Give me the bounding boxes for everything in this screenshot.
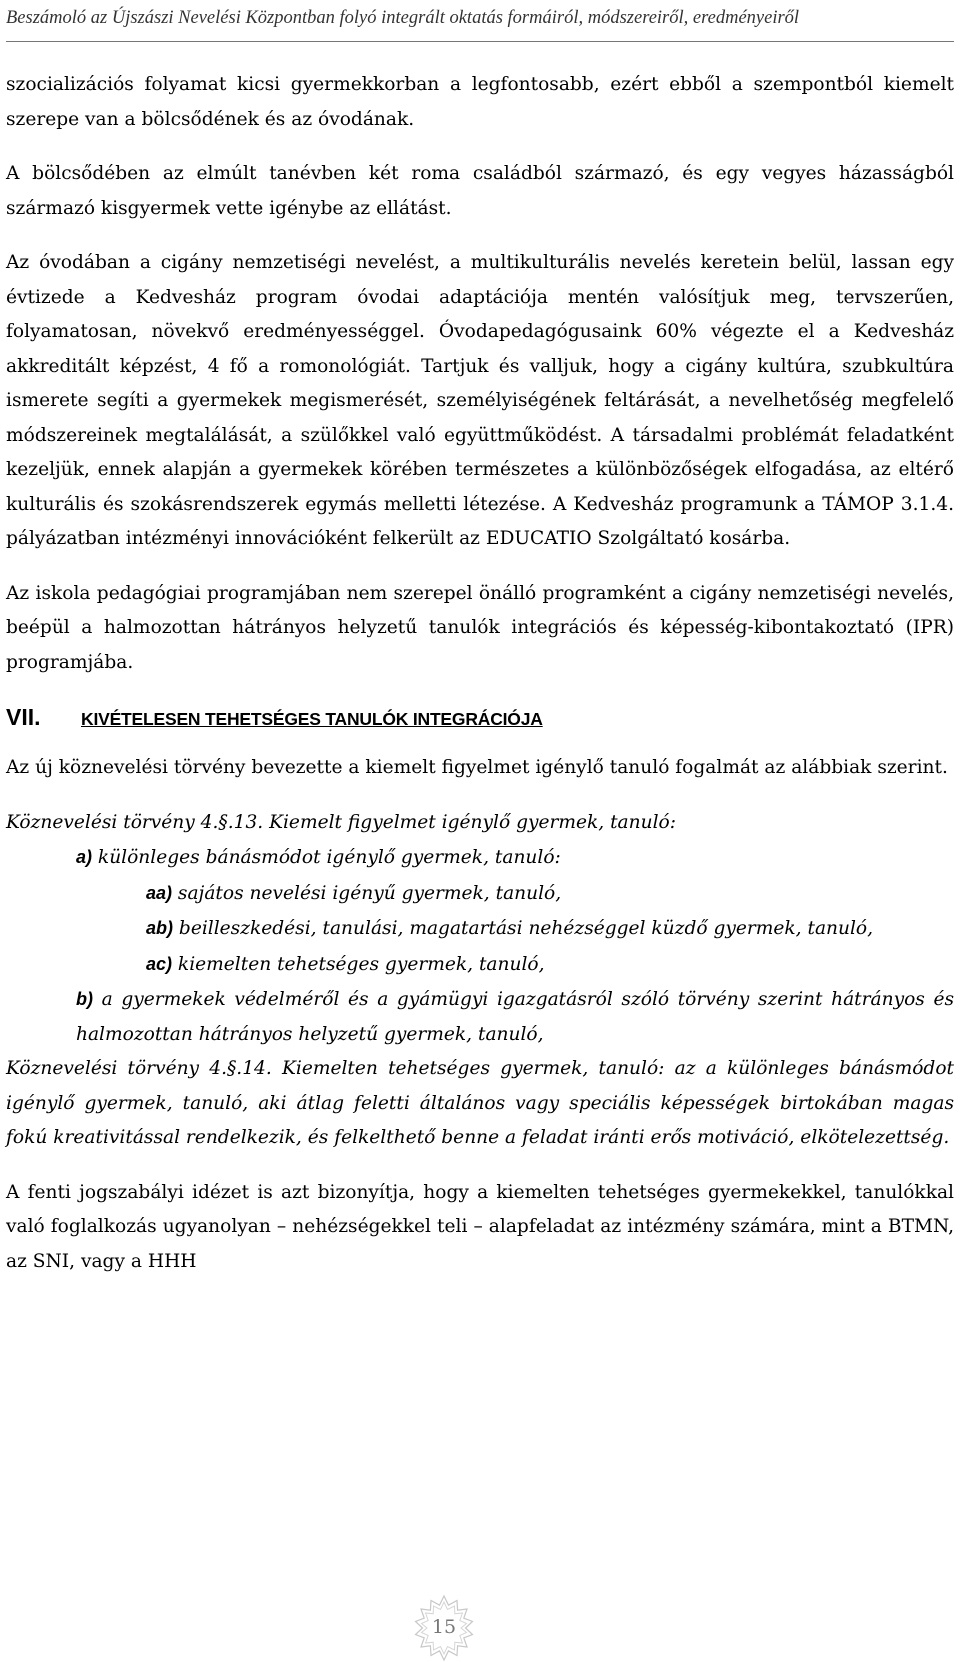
- section-title: KIVÉTELESEN TEHETSÉGES TANULÓK INTEGRÁCIÓJA: [81, 709, 543, 729]
- law-text-ab: beilleszkedési, tanulási, magatartási nehézséggel küzdő gyermek, tanuló,: [173, 918, 874, 939]
- paragraph-4: Az iskola pedagógiai programjában nem szerepel önálló programként a cigány nemzetiségi nevelés, beépül a halmozottan hátrányos helyzetű tanulók integrációs és képesség-kibontakoztató (IPR) programjába.: [6, 582, 954, 673]
- header-title: Beszámoló az Újszászi Nevelési Központban folyó integrált oktatás formáiról, módszereiről, eredményeiről: [6, 8, 800, 28]
- law-text-ac: kiemelten tehetséges gyermek, tanuló,: [172, 953, 545, 975]
- law-label-ab: ab): [146, 918, 173, 938]
- law-item-b: [6, 982, 954, 1052]
- law-label-ac: ac): [146, 953, 173, 974]
- law-label-a: a): [76, 847, 93, 867]
- law-text-b: a gyermekek védelméről és a gyámügyi igazgatásról szóló törvény szerint hátrányos és halmozottan hátrányos helyzetű gyermek, tanuló,: [76, 989, 954, 1045]
- running-header: [6, 4, 954, 42]
- paragraph-6: A fenti jogszabályi idézet is azt bizonyítja, hogy a kiemelten tehetséges gyermekekkel, tanulókkal való foglalkozás ugyanolyan – nehézségekkel teli – alapfeladat az intézmény számára, mint a BTMN, az SNI, vagy a HHH: [6, 1181, 954, 1272]
- paragraph-2: A bölcsődében az elmúlt tanévben két roma családból származó, és egy vegyes házasságból származó kisgyermek vette igénybe az ellátást.: [6, 163, 954, 219]
- page-body: [6, 68, 954, 1279]
- law-text-a: különleges bánásmódot igénylő gyermek, tanuló:: [92, 847, 561, 868]
- law-item-a: [6, 840, 954, 876]
- law-item-aa: [6, 876, 954, 912]
- paragraph-1: szocializációs folyamat kicsi gyermekkorban a legfontosabb, ezért ebből a szempontból kiemelt szerepe van a bölcsődének és az óvodának.: [6, 74, 954, 130]
- law-item-ac: [6, 947, 954, 983]
- law-item-ab: [6, 911, 954, 947]
- law-quote: [6, 806, 954, 1156]
- section-number: VII.: [6, 704, 41, 730]
- page-footer: [0, 1592, 960, 1662]
- paragraph-5: Az új köznevelési törvény bevezette a kiemelt figyelmet igénylő tanuló fogalmát az alábbiak szerint.: [6, 757, 948, 778]
- law-paragraph-14: Köznevelési törvény 4.§.14. Kiemelten tehetséges gyermek, tanuló: az a különleges bánásmódot igénylő gyermek, tanuló, aki átlag feletti általános vagy speciális képességek birtokában magas fokú kreativitással rendelkezik, és felkelthető benne a feladat iránti erős motiváció, elkötelezettség.: [6, 1058, 954, 1148]
- page-number: 15: [431, 1616, 457, 1638]
- law-intro: Köznevelési törvény 4.§.13. Kiemelt figyelmet igénylő gyermek, tanuló:: [6, 811, 677, 833]
- law-label-aa: aa): [146, 882, 173, 903]
- paragraph-3: Az óvodában a cigány nemzetiségi nevelést, a multikulturális nevelés keretein belül, lassan egy évtizede a Kedvesház program óvodai adaptációja mentén valósítjuk meg, tervszerűen, folyamatosan, növekvő eredményességgel. Óvodapedagógusaink 60% végezte el a Kedvesház akkreditált képzést, 4 fő a romonológiát. Tartjuk és valljuk, hogy a cigány kultúra, szubkultúra ismerete segíti a gyermekek megismerését, személyiségének feltárását, a nevelhetőség megfelelő módszereinek megtalálását, a szülőkkel való együttműködést. A társadalmi problémát feladatként kezeljük, ennek alapján a gyermekek körében természetes a különbözőségek elfogadása, az eltérő kulturális és szokásrendszerek egymás melletti létezése. A Kedvesház programunk a TÁMOP 3.1.4. pályázatban intézményi innovációként felkerült az EDUCATIO Szolgáltató kosárba.: [6, 252, 954, 549]
- section-heading: [6, 704, 954, 731]
- law-label-b: b): [76, 989, 93, 1009]
- law-text-aa: sajátos nevelési igényű gyermek, tanuló,: [172, 882, 562, 904]
